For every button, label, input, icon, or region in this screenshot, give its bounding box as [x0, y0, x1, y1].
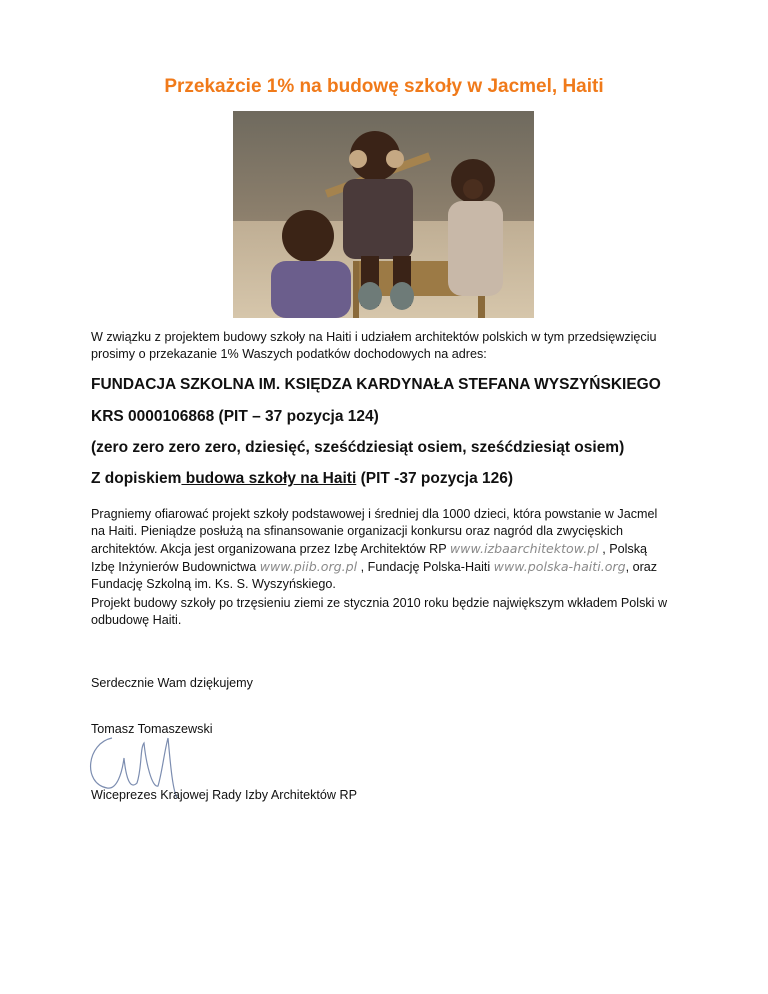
paragraph-1 — [91, 506, 671, 593]
paragraph-1-part-3: , Fundację Polska-Haiti — [357, 560, 494, 574]
intro-text: W związku z projektem budowy szkoły na Haiti i udziałem architektów polskich w tym przedsięwzięciu prosimy o przekazanie 1% Waszych podatków dochodowych na adres: — [91, 330, 657, 361]
paragraph-2: Projekt budowy szkoły po trzęsieniu ziemi ze stycznia 2010 roku będzie największym wkładem Polski w odbudowę Haiti. — [91, 596, 668, 627]
note-prefix: Z dopiskiem — [91, 470, 182, 487]
note-heading — [91, 470, 513, 488]
paragraph-1-part-4: , oraz Fundację Szkolną im. Ks. S. Wyszyńskiego. — [91, 560, 658, 591]
paragraph-1-part-2: , Polską Izbę Inżynierów Budownictwa — [91, 542, 648, 574]
krs-words-heading: (zero zero zero zero, dziesięć, sześćdziesiąt osiem, sześćdziesiąt osiem) — [91, 439, 625, 456]
thanks-text: Serdecznie Wam dziękujemy — [91, 676, 253, 690]
signer-role: Wiceprezes Krajowej Rady Izby Architektów RP — [91, 788, 357, 802]
note-underlined: budowa szkoły na Haiti — [181, 470, 357, 487]
link-polska-haiti[interactable]: www.polska-haiti.org — [493, 559, 626, 574]
krs-heading: KRS 0000106868 (PIT – 37 pozycja 124) — [91, 408, 379, 425]
foundation-heading: FUNDACJA SZKOLNA IM. KSIĘDZA KARDYNAŁA STEFANA WYSZYŃSKIEGO — [91, 376, 661, 393]
page-title: Przekażcie 1% na budowę szkoły w Jacmel, Haiti — [164, 76, 604, 97]
link-piib[interactable]: www.piib.org.pl — [259, 559, 358, 574]
children-photo — [233, 111, 534, 318]
signer-name: Tomasz Tomaszewski — [91, 722, 213, 736]
note-suffix: (PIT -37 pozycja 126) — [356, 470, 514, 487]
paragraph-1-part-1: Pragniemy ofiarować projekt szkoły podstawowej i średniej dla 1000 dzieci, która powstanie w Jacmel na Haiti. Pieniądze posłużą na sfinansowanie organizacji konkursu oraz nagród dla zwycięskich architektów. Akcja jest organizowana przez Izbę Architektów RP — [91, 507, 658, 556]
link-izbaarchitektow[interactable]: www.izbaarchitektow.pl — [449, 541, 599, 556]
